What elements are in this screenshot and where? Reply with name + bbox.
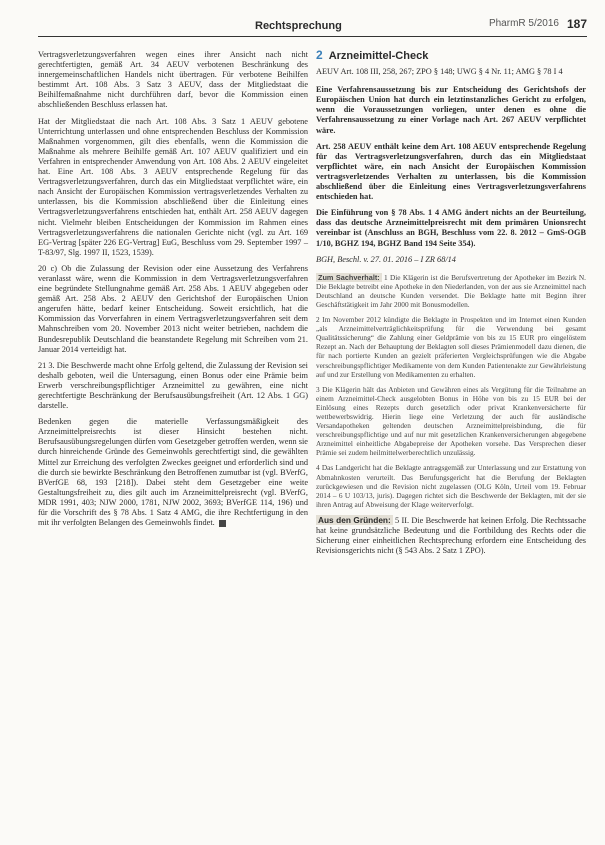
reasons-text: 5 II. Die Beschwerde hat keinen Erfolg. Die Rechtssache hat keine grundsätzliche Bedeutung und die Fortbildung des Rechts oder die Sicherung einer einheitlichen Rechtsprechung erfordern eine Entscheidung des Revisionsgerichts nicht (§ 543 Abs. 2 Satz 1 ZPO). [316,515,587,556]
left-column [38,50,308,534]
facts-paragraph: 2 Im November 2012 kündigte die Beklagte in Prospekten und im Internet einen Kunden „als Arzneimittelverträglichkeitsprüfung für die Verwendung bei gesamt Qualitätssicherung“ die Zahlung einer Geldprämie von bis zu 15 EUR pro eingelöstem Rezept an. Nach der Behauptung der Beklagten soll dieses Prämienmodell dazu dienen, die für nach portierte Kunden an gezielt präferierten Vergleichsprüfungen wie die Abgabe verschreibungspflichtiger Medikamente von dem Kunden Patientenakte zur Gewährleistung auf und zur Erstellung von Medikamenten zu erhalten. [316,315,586,379]
right-column [316,50,586,562]
reasons-label: Aus den Gründen: [318,514,391,525]
paragraph-text: Bedenken gegen die materielle Verfassungsmäßigkeit des Arzneimittelpreisrechts ist dieser Hinsicht bestehen nicht. Berufsausübungsregelungen dürfen vom Gesetzgeber getroffen werden, wenn sie durch hinreichende Gründe des Gemeinwohls gerechtfertigt sind, die gewählten Mittel zur Erreichung des verfolgten Zweckes geeignet und erforderlich sind und die durch sie bewirkte Beschränkung den Betroffenen zumutbar ist (vgl. BVerfG, BVerfGE 68, 193 [218]). Dabei steht dem Gesetzgeber eine weite Gestaltungsfreiheit zu, dies gilt auch im Arzneimittelpreisrecht (vgl. BVerfG, MDR 1991, 403; NJW 2000, 1781, NJW 2002, 3693; BVerfGE 114, 196) und für die Vorschrift des § 78 Abs. 1 Satz 4 AMG, die ihre Rechtfertigung in den mit ihr verfolgten Belangen des Gemeinwohls findet. [38,417,308,528]
case-heading [316,50,586,61]
paragraph-last [38,417,308,528]
section-title: Rechtsprechung [255,20,342,32]
facts-paragraph [316,273,586,309]
end-mark-icon [219,520,226,527]
paragraph: 20 c) Ob die Zulassung der Revision oder eine Aussetzung des Verfahrens veranlasst wäre, wenn die Kommission in dem Vertragsverletzungsverfahren eine begründete Stellungnahme gemäß Art. 258 Abs. 1 AEUV abgegeben oder gemäß Art. 258 Abs. 2 AEUV den Gerichtshof der Europäischen Union angerufen hätte, bedarf keiner Entscheidung. Soweit ersichtlich, hat die Kommission das Vorverfahren in einem Vertragsverletzungsverfahren seit dem Mahnschreiben vom 20. November 2013 nicht weiter betrieben, nachdem die Bundesrepublik Deutschland die beanstandete Regelung mit Schreiben vom 21. Januar 2014 verteidigt hat. [38,263,308,354]
case-title: Arzneimittel-Check [328,50,429,62]
reasons-paragraph [316,515,586,556]
headnote: Die Einführung von § 78 Abs. 1 4 AMG ändert nichts an der Beurteilung, dass das deutsche Arzneimittelpreisrecht mit dem primären Unionsrecht vereinbar ist (Anschluss an BGH, Beschluss vom 22. 8. 2012 – GmS-OGB 1/10, BGHZ 194, BGHZ Band 194 Seite 354). [316,208,586,248]
headnote: Art. 258 AEUV enthält keine dem Art. 108 AEUV entsprechende Regelung für das Vertragsverletzungsverfahren, durch das ein Mitgliedstaat verpflichtet wäre, ein nach Ansicht der Europäischen Kommission vertragsverletzendes Verhalten zu unterlassen, bis die Kommission abschließend über die Einleitung eines Vertragsverletzungsverfahrens entschieden hat. [316,141,586,202]
case-number: 2 [316,48,323,62]
paragraph: 21 3. Die Beschwerde macht ohne Erfolg geltend, die Zulassung der Revision sei deshalb geboten, weil die Untersagung, einen Bonus oder eine Prämie beim Erwerb verschreibungspflichtiger Arzneimittel zu gewähren, eine nicht gerechtfertigte Beschränkung der Berufsausübungsfreiheit (Art. 12 Abs. 1 GG) darstelle. [38,360,308,411]
header-rule [38,36,587,37]
facts-paragraph: 4 Das Landgericht hat die Beklagte antragsgemäß zur Unterlassung und zur Erstattung von Abmahnkosten verurteilt. Das Berufungsgericht hat die Berufung der Beklagten zurückgewiesen und die Revision nicht zugelassen (OLG Köln, Urteil vom 19. Februar 2014 – 6 U 103/13, juris). Dagegen richtet sich die Beschwerde der Beklagten, mit der sie ihren Antrag auf Abweisung der Klage weiterverfolgt. [316,463,586,509]
headnote: Eine Verfahrensaussetzung bis zur Entscheidung des Gerichtshofs der Europäischen Union hat durch ein letztinstanzliches Gericht zu erfolgen, wenn die Voraussetzungen vorliegen, unter denen es ohne die Verfahrensaussetzung zu einer Vorlage nach Art. 267 AEUV verpflichtet wäre. [316,85,586,135]
paragraph: Vertragsverletzungsverfahren wegen eines ihrer Ansicht nach nicht gerechtfertigten, gemäß Art. 34 AEUV verbotenen Beschränkung des innergemeinschaftlichen Handels nicht übertragen. Für verbotene Beihilfen bestimmt Art. 108 Abs. 3 Satz 3 AEUV, dass der Mitgliedstaat die Beihilfemaßnahme nicht durchführen darf, bevor die Kommission einen abschließenden Beschluss erlassen hat. [38,50,308,110]
page-header [0,16,605,46]
facts-text: 1 Die Klägerin ist die Berufsvertretung der Apotheker im Bezirk N. Die Beklagte betreibt eine Apotheke in den Niederlanden, von der aus sie Arzneimittel nach Deutschland an deutsche Kunden versendet. Die Beklagte hatte mit Beginn ihrer Geschäftstätigkeit im Jahr 2000 mit Bonusmodellen. [316,272,586,309]
paragraph: Hat der Mitgliedstaat die nach Art. 108 Abs. 3 Satz 1 AEUV gebotene Unterrichtung unterlassen und ohne entsprechenden Beschluss der Kommission Maßnahmen vorgenommen, gilt dies ebenfalls, wenn die Kommission die Maßnahme als mehrere Beihilfe gemäß Art. 107 AEUV qualifiziert und ein Verfahren in entsprechender Anwendung von Art. 108 Abs. 2 AEUV eingeleitet hat. Eine Art. 108 Abs. 3 AEUV entsprechende Regelung für das Vertragsverletzungsverfahren, durch das ein Mitgliedstaat verpflichtet wäre, ein nach Ansicht der Europäischen Kommission vertragsverletzendes Verhalten zu unterlassen, bis die Kommission abschließend über die Einleitung eines Vertragsverletzungsverfahrens entschieden hat, enthält Art. 258 AEUV dagegen nicht. Vielmehr bleiben Entscheidungen der Kommission im Rahmen eines Vertragsverletzungsverfahrens die nationalen Gerichte nicht (vgl. zu Art. 169 EG-Vertrag [später 226 EG-Vertrag] EuG, Beschluss vom 29. September 1997 – T-83/97, Slg. 1997 II, 1523, 1539). [38,116,308,257]
court-citation: BGH, Beschl. v. 27. 01. 2016 – I ZR 68/14 [316,254,456,264]
facts-paragraph: 3 Die Klägerin hält das Anbieten und Gewähren eines als Vergütung für die Teilnahme an einem Arzneimittel-Check ausgelobten Bonus in Höhe von bis zu 15 EUR bei der Einlösung eines Rezepts durch gesetzlich oder privat Krankenversicherte für wettbewerbswidrig. Hierin liege eine Verletzung der auch für ausländische Versandapotheken geltenden deutschen Arzneimittelpreisbindung, die für verschreibungspflichtige und auf nur mit gesetzlichen Krankenversicherungen abgegebene Arzneimittel einheitliche Abgabepreise der Apotheken vorsehe. Das Versprechen dieser Prämie sei zudem heilmittelwerberechtlich unzulässig. [316,384,586,458]
journal-issue: PharmR 5/2016 [488,18,559,29]
page-number: 187 [566,17,587,31]
facts-label: Zum Sachverhalt: [318,272,380,282]
statute-references: AEUV Art. 108 III, 258, 267; ZPO § 148; UWG § 4 Nr. 11; AMG § 78 I 4 [316,67,563,77]
